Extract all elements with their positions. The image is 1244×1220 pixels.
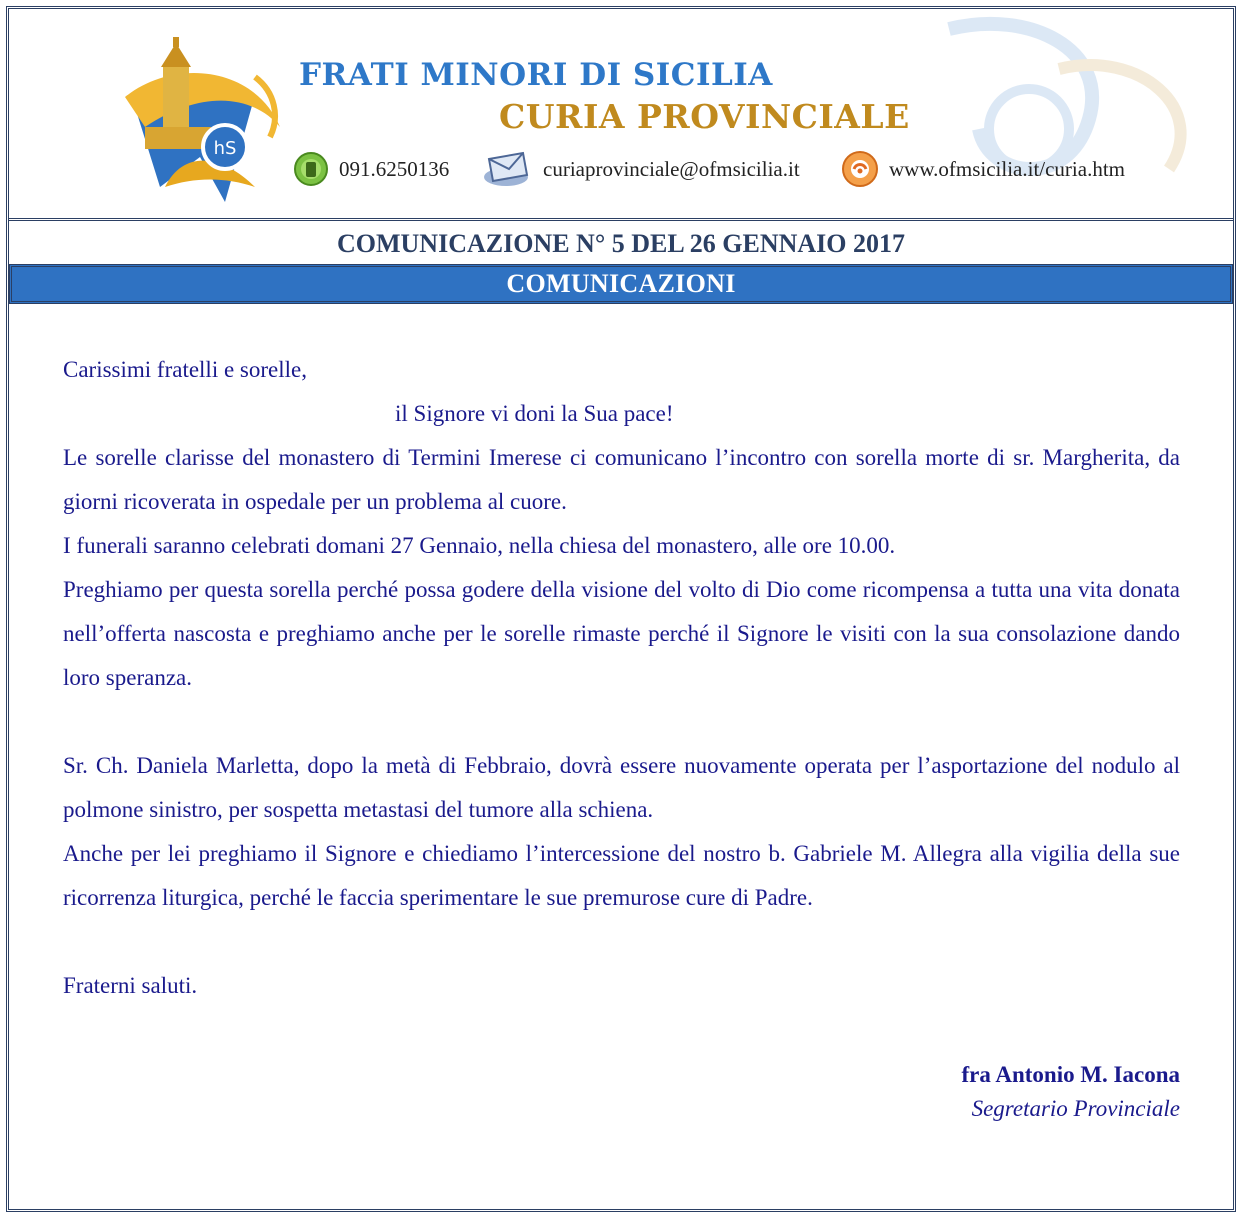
globe-icon [841, 150, 879, 188]
contact-phone [293, 149, 449, 189]
spacer [63, 920, 1180, 964]
website-url: www.ofmsicilia.it/curia.htm [889, 156, 1126, 181]
org-name: FRATI MINORI DI SICILIA [299, 57, 773, 93]
org-department: CURIA PROVINCIALE [499, 97, 910, 136]
paragraph-intercession: Anche per lei preghiamo il Signore e chiediamo l’intercessione del nostro b. Gabriele M. Allegra alla vigilia della sue ricorrenza liturgica, perché le faccia sperimentare le sue premurose cure di Padre. [63, 841, 1180, 910]
phone-number: 091.6250136 [339, 156, 450, 181]
spacer [63, 700, 1180, 744]
envelope-icon [479, 149, 533, 189]
paragraph-surgery: Sr. Ch. Daniela Marletta, dopo la metà di Febbraio, dovrà essere nuovamente operata per l’asportazione del nodulo al polmone sinistro, per sospetta metastasi del tumore alla schiena. [63, 753, 1180, 822]
logo-monogram: hS [213, 138, 237, 159]
email-address: curiaprovinciale@ofmsicilia.it [543, 156, 800, 181]
greeting: il Signore vi doni la Sua pace! [395, 401, 674, 426]
curia-logo [105, 37, 295, 217]
contact-email [479, 149, 800, 189]
document-title: COMUNICAZIONE N° 5 DEL 26 GENNAIO 2017 [336, 229, 905, 258]
signature-block [962, 1058, 1181, 1126]
letterhead [9, 9, 1233, 221]
section-band [9, 264, 1233, 304]
signature-name: fra Antonio M. Iacona [961, 1062, 1180, 1087]
paragraph-prayer: Preghiamo per questa sorella perché possa godere della visione del volto di Dio come ricompensa a tutta una vita donata nell’offerta nascosta e preghiamo anche per le sorelle rimaste perché il Signore le visiti con la sua consolazione dando loro speranza. [63, 577, 1180, 690]
letter-body [63, 348, 1180, 1008]
salutation: Carissimi fratelli e sorelle, [63, 357, 307, 382]
phone-icon [293, 151, 329, 187]
watermark-emblem [909, 9, 1233, 221]
paragraph-funeral: I funerali saranno celebrati domani 27 Gennaio, nella chiesa del monastero, alle ore 10.00. [63, 533, 896, 558]
signature-role: Segretario Provinciale [971, 1096, 1180, 1121]
section-title: COMUNICAZIONI [506, 269, 736, 298]
closing: Fraterni saluti. [63, 973, 198, 998]
paragraph-death-notice: Le sorelle clarisse del monastero di Termini Imerese ci comunicano l’incontro con sorella morte di sr. Margherita, da giorni ricoverata in ospedale per un problema al cuore. [63, 445, 1180, 514]
contact-website [841, 149, 1125, 189]
